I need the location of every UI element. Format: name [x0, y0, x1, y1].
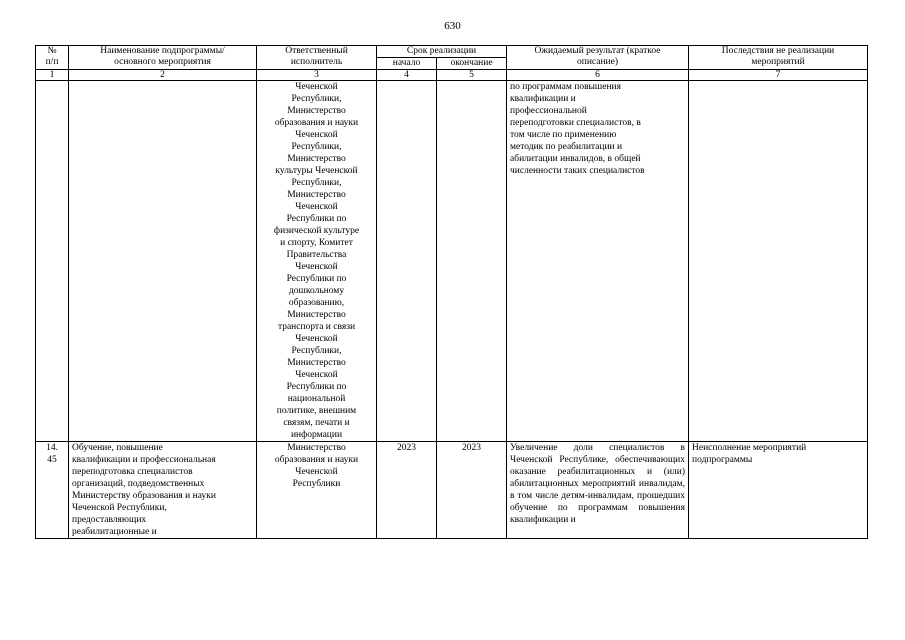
- row-end: 2023: [437, 442, 507, 539]
- column-number: 3: [257, 70, 377, 81]
- table-row: [36, 81, 868, 442]
- column-number: 7: [689, 70, 868, 81]
- row-start: 2023: [377, 442, 437, 539]
- header-row: [36, 46, 868, 58]
- row-result: Увеличение доли специалистов в Чеченской Республике, обеспечивающих оказание реабилитационных и (или) абилитационных мероприятий инвалидам, в том числе детям-инвалидам, прошедших обучение по программам повышения квалификации и: [507, 442, 689, 539]
- program-table: [35, 45, 868, 539]
- header-responsible: Ответственный исполнитель: [257, 46, 377, 70]
- row-num: [36, 81, 69, 442]
- row-consequences: Неисполнение мероприятий подпрограммы: [689, 442, 868, 539]
- column-number-row: [36, 70, 868, 81]
- header-result: Ожидаемый результат (краткое описание): [507, 46, 689, 70]
- row-consequences: [689, 81, 868, 442]
- row-responsible: Чеченской Республики, Министерство образования и науки Чеченской Республики, Министерство культуры Чеченской Республики, Министерство Чеченской Республики по физической культуре и спорту, Комитет Правительства Чеченской Республики по дошкольному образованию, Министерство транспорта и связи Чеченской Республики, Министерство Чеченской Республики по национальной политике, внешним связям, печати и информации: [257, 81, 377, 442]
- row-name: Обучение, повышение квалификации и профессиональная переподготовка специалистов организаций, подведомственных Министерству образования и науки Чеченской Республики, предоставляющих реабилитационные и: [69, 442, 257, 539]
- table-row: [36, 442, 868, 539]
- row-num: 14. 45: [36, 442, 69, 539]
- column-number: 5: [437, 70, 507, 81]
- header-consequences: Последствия не реализации мероприятий: [689, 46, 868, 70]
- header-start: начало: [377, 58, 437, 70]
- row-name: [69, 81, 257, 442]
- header-num: № п/п: [36, 46, 69, 70]
- column-number: 6: [507, 70, 689, 81]
- header-end: окончание: [437, 58, 507, 70]
- row-start: [377, 81, 437, 442]
- column-number: 1: [36, 70, 69, 81]
- row-responsible: Министерство образования и науки Чеченской Республики: [257, 442, 377, 539]
- column-number: 2: [69, 70, 257, 81]
- header-name: Наименование подпрограммы/ основного мероприятия: [69, 46, 257, 70]
- row-result: по программам повышения квалификации и профессиональной переподготовки специалистов, в том числе по применению методик по реабилитации и абилитации инвалидов, в общей численности таких специалистов: [507, 81, 689, 442]
- column-number: 4: [377, 70, 437, 81]
- header-period: Срок реализации: [377, 46, 507, 58]
- page-number: 630: [444, 20, 461, 32]
- row-end: [437, 81, 507, 442]
